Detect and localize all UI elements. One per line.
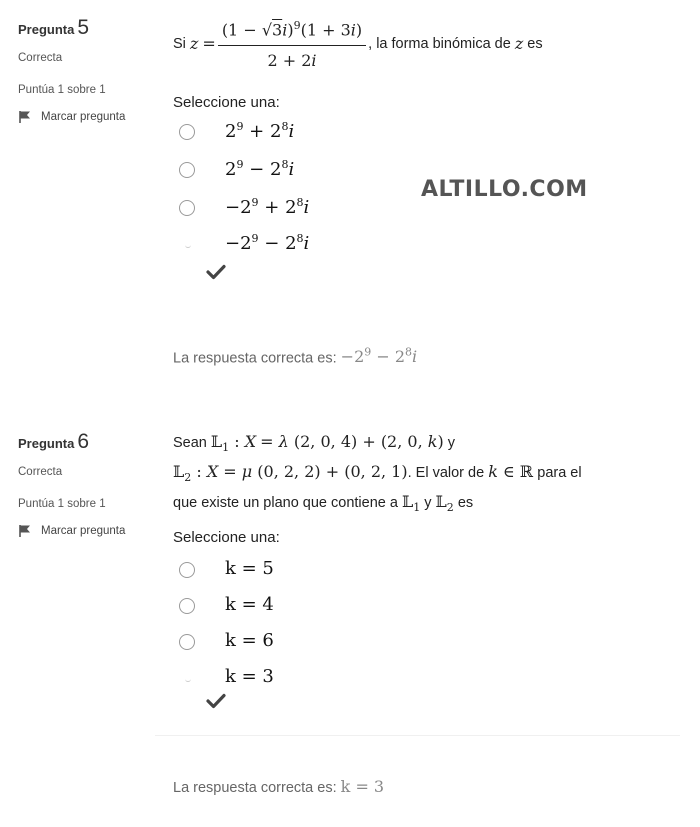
answer-value: k = 3	[340, 777, 385, 796]
answer-value: $-2^9 - 2^8i$	[340, 346, 418, 367]
question-5-state: Correcta	[18, 52, 63, 64]
stem-prefix: Si	[173, 35, 186, 52]
radio-button[interactable]	[179, 598, 195, 614]
stem-word: y	[447, 435, 455, 451]
radio-button[interactable]	[179, 162, 195, 178]
answer-prefix: La respuesta correcta es:	[173, 780, 337, 796]
option-row[interactable]	[173, 556, 473, 584]
option-label: k = 3	[225, 666, 274, 687]
option-label: $2^9 - 2^8i$	[225, 158, 295, 180]
option-label: k = 6	[225, 630, 274, 651]
question-5-content	[173, 14, 683, 111]
option-label: $-2^9 - 2^8i$	[225, 232, 310, 254]
option-row[interactable]	[173, 628, 473, 656]
flag-icon	[18, 110, 32, 124]
flag-label: Marcar pregunta	[41, 525, 126, 537]
stem-text: . El valor de	[407, 465, 485, 482]
question-6-title	[18, 430, 158, 454]
question-5-correct-answer	[173, 346, 417, 366]
question-6-score: Puntúa 1 sobre 1	[18, 498, 106, 510]
radio-button[interactable]	[179, 124, 195, 140]
flag-icon	[18, 524, 32, 538]
radio-button-selected[interactable]	[185, 678, 191, 682]
stem-text: que existe un plano que contiene a	[173, 495, 398, 512]
question-title-word: Pregunta	[18, 22, 75, 37]
option-label: k = 4	[225, 594, 274, 615]
stem-text: es	[457, 495, 474, 512]
radio-button-selected[interactable]	[185, 244, 191, 248]
stem-end: es	[527, 35, 543, 52]
flag-question-6-button[interactable]	[18, 524, 158, 538]
check-icon	[206, 264, 226, 280]
question-6-stem: Sean 𝕃$_1$ : X = λ (2, 0, 4) + (2, 0, k) y 𝕃$_2$ : X = μ (0, 2, 2) + (0, 2, 1). El valor de k ∈ ℝ para el que existe un plano que contiene a 𝕃$_1$ y 𝕃$_2$ es	[173, 432, 582, 515]
option-row[interactable]	[173, 592, 473, 620]
question-5-score: Puntúa 1 sobre 1	[18, 84, 106, 96]
answer-prefix: La respuesta correcta es:	[173, 350, 337, 367]
stem-var: z	[514, 33, 524, 53]
flag-label: Marcar pregunta	[41, 111, 126, 123]
question-6-state: Correcta	[18, 466, 63, 478]
stem-text: y	[424, 495, 432, 512]
select-label: Seleccione una:	[173, 94, 280, 111]
option-label: k = 5	[225, 558, 274, 579]
question-6-info	[18, 430, 158, 538]
question-number: 5	[77, 16, 90, 39]
flag-question-5-button[interactable]	[18, 110, 158, 124]
watermark: ALTILLO.COM	[421, 177, 588, 202]
option-row[interactable]	[173, 118, 473, 146]
question-6-content	[173, 430, 683, 546]
radio-button[interactable]	[179, 562, 195, 578]
radio-button[interactable]	[179, 634, 195, 650]
question-5-info	[18, 16, 158, 124]
option-row-selected[interactable]	[173, 230, 473, 258]
option-label: $-2^9 + 2^8i$	[225, 196, 310, 218]
question-6-correct-answer	[173, 777, 384, 796]
stem-fraction: $\frac{(1 - √3i)^9(1 + 3i)}{2 + 2i}$	[218, 14, 366, 73]
question-5-stem: Si z = $\frac{(1 - √3i)^9(1 + 3i)}{2 + 2i}$ , la forma binómica de z es	[173, 14, 683, 73]
stem-word: Sean	[173, 435, 207, 451]
question-number: 6	[77, 430, 90, 453]
question-5-title	[18, 16, 158, 40]
divider	[155, 735, 680, 736]
option-row-selected[interactable]	[173, 664, 473, 692]
question-title-word: Pregunta	[18, 436, 75, 451]
select-label: Seleccione una:	[173, 529, 280, 546]
option-label: $2^9 + 2^8i$	[225, 120, 295, 142]
stem-suffix: , la forma binómica de	[368, 35, 511, 52]
check-icon	[206, 693, 226, 709]
radio-button[interactable]	[179, 200, 195, 216]
stem-text: para el	[537, 465, 582, 482]
